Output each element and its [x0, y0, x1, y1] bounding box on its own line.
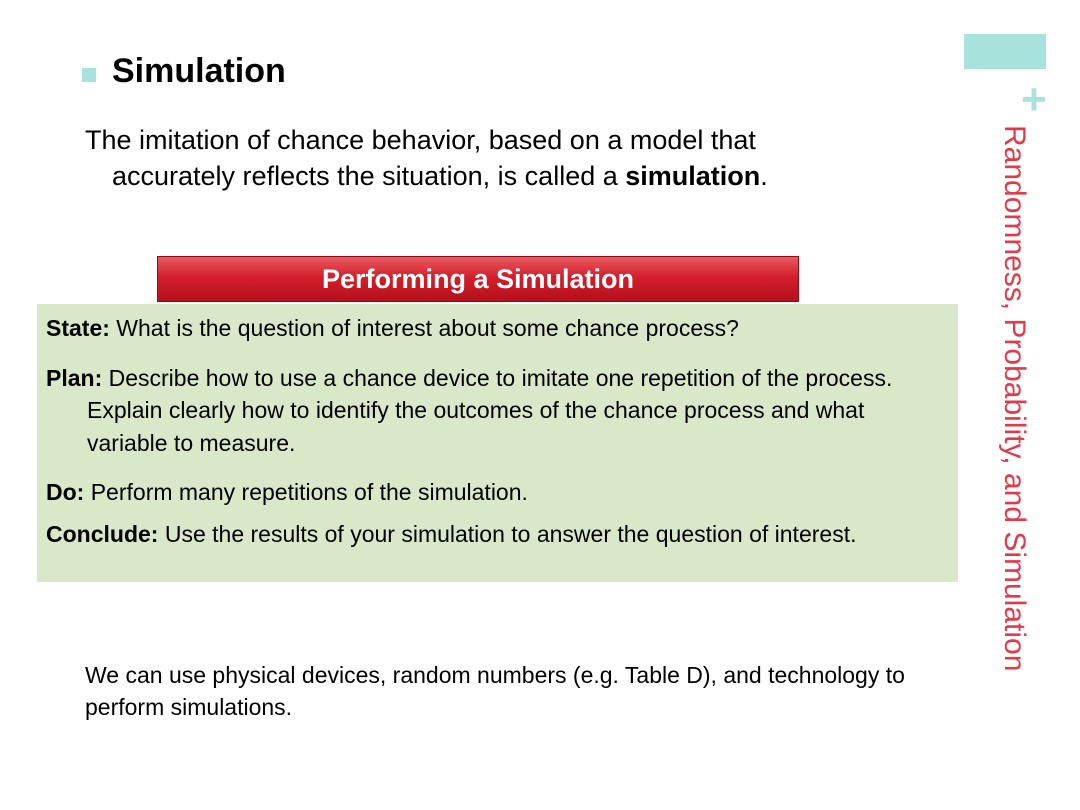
steps-box: [37, 304, 958, 582]
steps-banner: Performing a Simulation: [157, 256, 799, 302]
definition-line-2: [85, 158, 865, 194]
step-key: Plan:: [46, 364, 103, 391]
step-conclude: [46, 518, 938, 551]
plus-icon: +: [1021, 75, 1047, 124]
definition-line-2-text: accurately reflects the situation, is called a: [112, 161, 626, 191]
square-bullet-icon: [82, 68, 96, 82]
step-key: Conclude:: [46, 520, 159, 547]
step-state: [46, 312, 938, 345]
slide-heading: [82, 52, 286, 91]
step-text: Describe how to use a chance device to imitate one repetition of the process. Explain clearly how to identify the outcomes of the chance process and what variable to measure.: [87, 364, 893, 456]
side-title: Randomness, Probability, and Simulation: [998, 125, 1031, 672]
definition-term: simulation: [625, 161, 761, 191]
accent-block: [964, 34, 1046, 69]
step-key: Do:: [46, 479, 85, 505]
step-plan: [46, 362, 938, 460]
definition-text: [85, 122, 865, 194]
step-do: [46, 476, 938, 509]
step-key: State:: [46, 315, 110, 341]
definition-line-1: The imitation of chance behavior, based on a model that: [85, 125, 756, 155]
heading-text: Simulation: [112, 52, 286, 90]
step-text: What is the question of interest about some chance process?: [116, 315, 739, 341]
definition-period: .: [760, 161, 768, 191]
step-text: Use the results of your simulation to answer the question of interest.: [164, 520, 857, 547]
step-text: Perform many repetitions of the simulation.: [90, 479, 528, 505]
footer-text: We can use physical devices, random numbers (e.g. Table D), and technology to perform simulations.: [85, 662, 905, 720]
